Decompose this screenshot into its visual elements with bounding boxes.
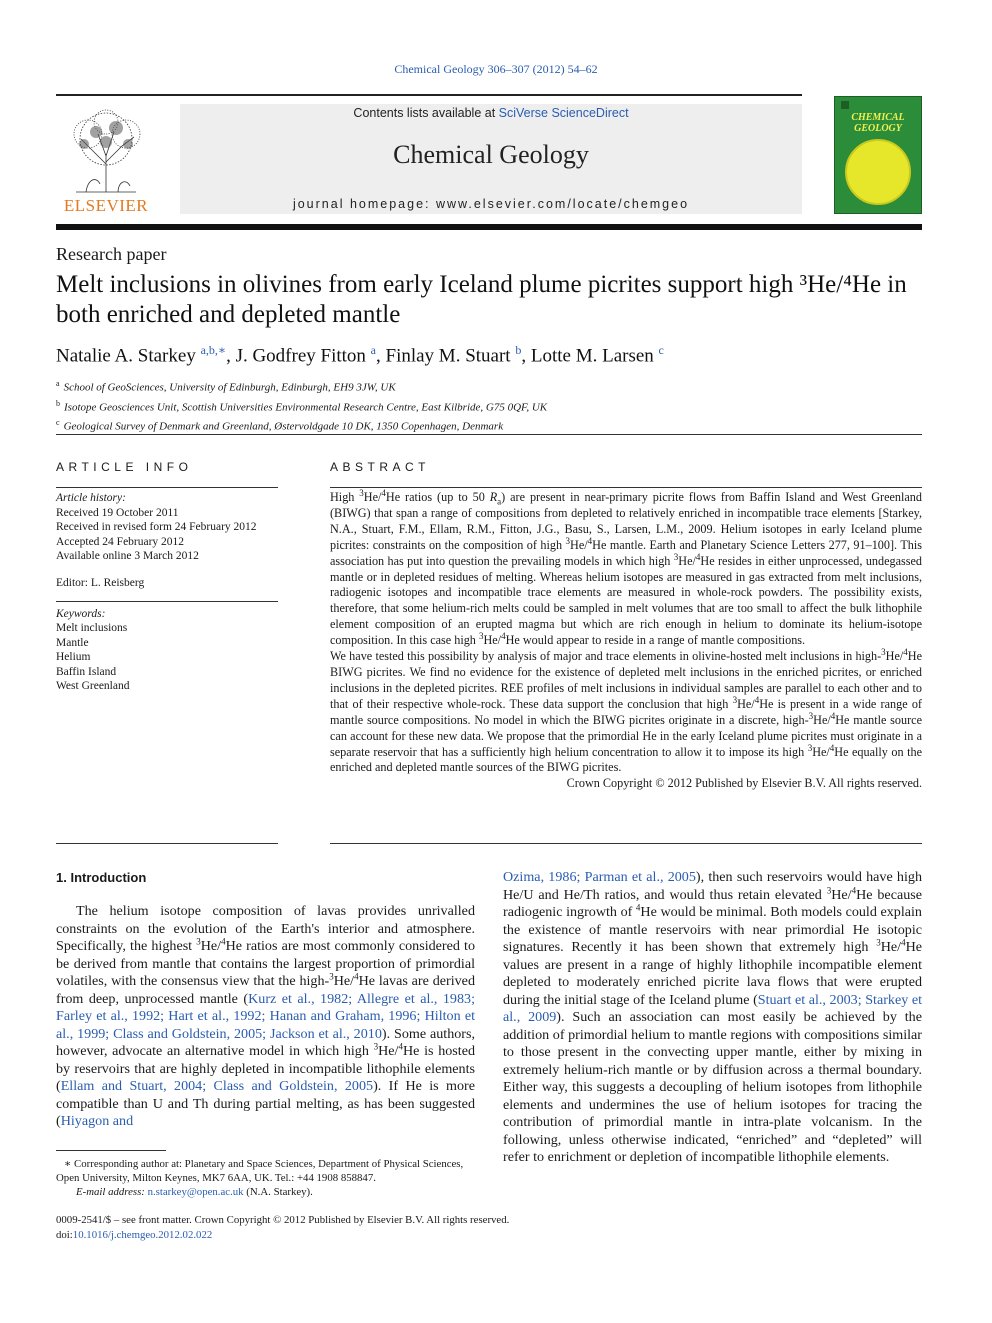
affiliation-item: $^c$ Geological Survey of Denmark and Greenland, Østervoldgade 10 DK, 1350 Copenhagen, Denmark: [56, 418, 504, 433]
cover-mark: [841, 101, 849, 109]
paper-type: Research paper: [56, 244, 167, 264]
divider: [56, 601, 278, 602]
section-heading-introduction: 1. Introduction: [56, 870, 147, 885]
abstract-paragraph: We have tested this possibility by analysis of major and trace elements in olivine-hosted melt inclusions in high-$^3$He/$^4$He BIWG picrites. We find no evidence for the existence of depleted melt inclusions in the enriched picrites, or enriched inclusions in the depleted picrites. REE profiles of melt inclusions in individual samples are parallel to each other and to that of their respective whole-rock. These data support the conclusion that high $^3$He/$^4$He is present in a wide range of mantle source compositions. No model in which the BIWG picrites originate in a discrete, high-$^3$He/$^4$He mantle source can account for these new data. We propose that the primordial He in the early Iceland plume picrites must originate in a separate reservoir that has a sufficiently high helium concentration to allow it to impose its high $^3$He/$^4$He equally on the enriched and depleted mantle sources of the BIWG picrites.: [330, 647, 922, 775]
editor: Editor: L. Reisberg: [56, 577, 145, 589]
history-label: Article history:: [56, 492, 126, 504]
author-name: J. Godfrey Fitton: [235, 345, 366, 367]
email-note: [56, 1185, 475, 1199]
footnote-rule: [56, 1150, 166, 1151]
cover-title: CHEMICAL GEOLOGY: [851, 112, 905, 134]
history-item: Received in revised form 24 February 2012: [56, 521, 257, 533]
keywords: [56, 607, 129, 693]
journal-homepage: [180, 197, 802, 211]
corresponding-author-note: ∗ Corresponding author at: Planetary and Space Sciences, Department of Physical Sciences, Open University, Milton Keynes, MK7 6AA, UK. Tel.: +44 1908 858847.: [56, 1158, 464, 1184]
header-top-rule: [56, 94, 802, 96]
citation-link[interactable]: Kurz et al., 1982; Allegre et al., 1983; Farley et al., 1992; Hart et al., 1992; Hanan and Graham, 1996; Hilton et al., 1999; Class and Goldstein, 2005; Jackson et al., 2010: [56, 990, 475, 1042]
abstract-copyright: Crown Copyright © 2012 Published by Elsevier B.V. All rights reserved.: [566, 776, 922, 791]
abstract-heading: ABSTRACT: [330, 460, 431, 474]
citation-link[interactable]: Ellam and Stuart, 2004; Class and Goldstein, 2005: [60, 1078, 374, 1094]
author-affiliation-marks[interactable]: a: [370, 343, 376, 357]
doi-prefix: doi:: [56, 1228, 73, 1241]
cover-circle-graphic: [845, 139, 911, 205]
sciencedirect-link[interactable]: SciVerse ScienceDirect: [498, 106, 629, 120]
contents-line: [180, 106, 802, 120]
keyword: Mantle: [56, 636, 89, 649]
journal-title: Chemical Geology: [393, 140, 589, 169]
article-history: [56, 491, 257, 564]
keywords-label: Keywords:: [56, 608, 106, 620]
doi-link[interactable]: 10.1016/j.chemgeo.2012.02.022: [72, 1228, 213, 1241]
affiliations: [56, 376, 547, 435]
journal-cover-image[interactable]: [834, 96, 922, 214]
keyword: Baffin Island: [56, 665, 117, 678]
issn-line: 0009-2541/$ – see front matter. Crown Copyright © 2012 Published by Elsevier B.V. All rights reserved.: [56, 1214, 510, 1226]
author-affiliation-marks[interactable]: a,b,∗: [200, 343, 227, 357]
abstract-body: [330, 487, 923, 792]
body-paragraph: The helium isotope composition of lavas provides unrivalled constraints on the evolution of the Earth's interior and atmosphere. Specifically, the highest $^3$He/$^4$He ratios are most commonly considered to be derived from mantle that contains the largest proportion of primordial volatiles, with the consensus view that the high-$^3$He/$^4$He lavas are derived from deep, unprocessed mantle (Kurz et al., 1982; Allegre et al., 1983; Farley et al., 1992; Hart et al., 1992; Hanan and Graham, 1996; Hilton et al., 1999; Class and Goldstein, 2005; Jackson et al., 2010). Some authors, however, advocate an alternative model in which high $^3$He/$^4$He is hosted by reservoirs that are highly depleted in incompatible lithophile elements (Ellam and Stuart, 2004; Class and Goldstein, 2005). If He is more compatible than U and Th during partial melting, as has been suggested (Hiyagon and: [56, 903, 476, 1129]
author-affiliation-marks[interactable]: c: [658, 343, 664, 357]
citation-link[interactable]: Ozima, 1986; Parman et al., 2005: [503, 869, 696, 885]
body-paragraph: Ozima, 1986; Parman et al., 2005), then such reservoirs would have high He/U and He/Th ratios, and would thus retain elevated $^3$He/$^4$He because radiogenic ingrowth of $^4$He would be minimal. Both models could explain the existence of mantle reservoirs with near primordial He isotopic signatures. Recently it has been shown that extremely high $^3$He/$^4$He values are present in a range of highly lithophile incompatible element depleted to moderately enriched picrite lava flows that were erupted during the initial stage of the Iceland plume (Stuart et al., 2003; Starkey et al., 2009). Such an association can most easily be achieved by the addition of primordial helium to mantle regions with compositions similar to those present in the convecting upper mantle, either by mixing in extremely helium-rich mantle or by diffusion across a thermal boundary. Either way, this suggests a decoupling of helium isotopes from lithophile elements and undermines the use of helium isotopes for tracing the contribution of primordial mantle in intra-plate volcanism. In the following, unless otherwise indicated, “enriched” and “depleted” will refer to enrichment or depletion of incompatible lithophile elements.: [503, 869, 922, 1165]
body-column-left: [56, 903, 475, 1131]
article-info-heading: ARTICLE INFO: [56, 460, 193, 474]
divider: [56, 487, 278, 488]
email-suffix: (N.A. Starkey).: [243, 1186, 313, 1198]
author-list: Natalie A. Starkey $^{a,b,∗}$, J. Godfrey Fitton $^a$, Finlay M. Stuart $^b$, Lotte M. Larsen $^c$: [56, 343, 664, 367]
body-column-right: [503, 869, 922, 1167]
history-item: Available online 3 March 2012: [56, 550, 199, 562]
keyword: Helium: [56, 651, 91, 664]
history-item: Received 19 October 2011: [56, 506, 179, 519]
elsevier-wordmark: ELSEVIER: [63, 196, 149, 215]
divider: [330, 487, 922, 488]
footnotes: [56, 1157, 475, 1199]
citation-link[interactable]: Stuart et al., 2003; Starkey et al., 2009: [503, 991, 922, 1025]
divider: [56, 843, 278, 844]
author-name: Lotte M. Larsen: [530, 345, 654, 367]
email-label: E-mail address:: [76, 1186, 148, 1198]
front-matter-footer: [56, 1213, 509, 1242]
affiliation-item: $^a$ School of GeoSciences, University of Edinburgh, Edinburgh, EH9 3JW, UK: [56, 379, 396, 394]
keyword: Melt inclusions: [56, 622, 128, 635]
author-name: Finlay M. Stuart: [385, 345, 511, 367]
header-heavy-rule: [56, 224, 922, 230]
contents-prefix: Contents lists available at: [353, 106, 499, 120]
divider: [330, 843, 922, 844]
email-link[interactable]: n.starkey@open.ac.uk: [147, 1186, 244, 1198]
journal-citation[interactable]: Chemical Geology 306–307 (2012) 54–62: [394, 62, 598, 76]
affiliation-item: $^b$ Isotope Geosciences Unit, Scottish Universities Environmental Research Centre, East Kilbride, G75 0QF, UK: [56, 398, 548, 414]
history-item: Accepted 24 February 2012: [56, 535, 185, 548]
author-affiliation-marks[interactable]: b: [515, 343, 522, 357]
author-name: Natalie A. Starkey: [56, 345, 196, 367]
citation-link[interactable]: Hiyagon and: [60, 1113, 134, 1129]
homepage-prefix: journal homepage:: [292, 197, 436, 211]
elsevier-logo: [56, 104, 156, 214]
divider: [56, 434, 922, 435]
abstract-paragraph: High $^3$He/$^4$He ratios (up to 50 $R_a$) are present in near-primary picrite flows from Baffin Island and West Greenland (BIWG) that span a range of compositions from depleted to relatively enriched in incompatible trace elements [Starkey, N.A., Stuart, F.M., Ellam, R.M., Fitton, J.G., Basu, S., Larsen, L.M., 2009. Helium isotopes in early Iceland plume picrites: constraints on the composition of high $^3$He/$^4$He mantle. Earth and Planetary Science Letters 277, 91–100]. This association has put into question the prevailing models in which high $^3$He/$^4$He resides in either unprocessed, undegassed mantle or in depleted residues of melting. Whereas helium isotopes are measured in gas extracted from melt inclusions, radiogenic isotopes and incompatible trace elements are measured in whole-rock powders. The possibility exists, therefore, that some helium-rich melts could be sampled in melt volumes that are too small to affect the bulk lithophile element composition of an erupted magma but which are rich enough in helium to dominate its helium-isotope composition. In this case high $^3$He/$^4$He would appear to reside in a range of mantle compositions.: [330, 487, 923, 648]
homepage-link[interactable]: www.elsevier.com/locate/chemgeo: [435, 197, 690, 211]
keyword: West Greenland: [56, 680, 130, 693]
paper-title: Melt inclusions in olivines from early Iceland plume picrites support high ³He/⁴He in both enriched and depleted mantle: [56, 271, 907, 328]
doi-line: [56, 1228, 509, 1243]
